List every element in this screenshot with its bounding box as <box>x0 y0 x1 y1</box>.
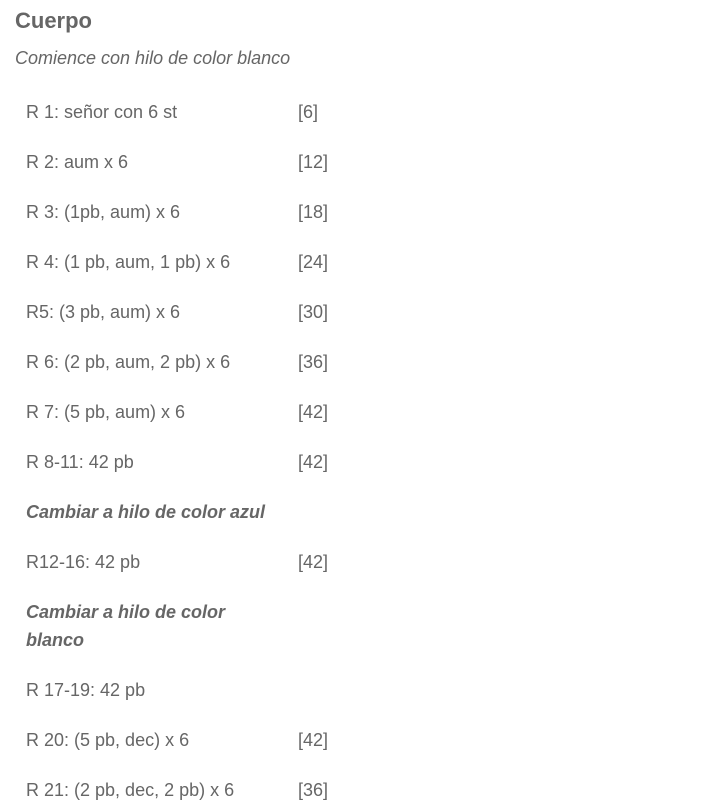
pattern-row <box>16 762 368 812</box>
row-stitch-count: [42] <box>298 402 329 422</box>
pattern-row <box>16 334 368 384</box>
color-change-row <box>16 584 368 662</box>
row-step: R 2: aum x 6 <box>26 152 129 172</box>
row-stitch-count: [42] <box>298 730 329 750</box>
section-subtitle: Comience con hilo de color blanco <box>15 48 291 68</box>
pattern-row <box>16 284 368 334</box>
pattern-row <box>16 84 368 134</box>
row-step: R 17-19: 42 pb <box>26 680 146 700</box>
pattern-row <box>16 384 368 434</box>
row-step: R 1: señor con 6 st <box>26 102 178 122</box>
row-step: R 3: (1pb, aum) x 6 <box>26 202 181 222</box>
row-step: R 4: (1 pb, aum, 1 pb) x 6 <box>26 252 231 272</box>
pattern-table <box>16 84 368 812</box>
section-title: Cuerpo <box>15 8 92 33</box>
row-stitch-count: [42] <box>298 552 329 572</box>
row-stitch-count: [6] <box>298 102 319 122</box>
pattern-row <box>16 434 368 484</box>
color-change-note: Cambiar a hilo de color blanco <box>26 602 226 650</box>
row-stitch-count: [36] <box>298 780 329 800</box>
row-stitch-count <box>288 584 368 662</box>
pattern-row <box>16 234 368 284</box>
row-step: R12-16: 42 pb <box>26 552 141 572</box>
row-stitch-count: [24] <box>298 252 329 272</box>
row-step: R5: (3 pb, aum) x 6 <box>26 302 181 322</box>
row-stitch-count: [30] <box>298 302 329 322</box>
row-stitch-count: [36] <box>298 352 329 372</box>
row-step: R 21: (2 pb, dec, 2 pb) x 6 <box>26 780 235 800</box>
row-step: R 6: (2 pb, aum, 2 pb) x 6 <box>26 352 231 372</box>
pattern-row <box>16 534 368 584</box>
color-change-note: Cambiar a hilo de color azul <box>26 502 266 522</box>
pattern-row <box>16 184 368 234</box>
row-step: R 8-11: 42 pb <box>26 452 134 472</box>
row-stitch-count <box>288 662 368 712</box>
pattern-row <box>16 662 368 712</box>
pattern-row <box>16 712 368 762</box>
pattern-row <box>16 134 368 184</box>
row-step: R 7: (5 pb, aum) x 6 <box>26 402 186 422</box>
row-stitch-count: [42] <box>298 452 329 472</box>
row-step: R 20: (5 pb, dec) x 6 <box>26 730 190 750</box>
row-stitch-count: [12] <box>298 152 329 172</box>
color-change-row <box>16 484 368 534</box>
row-stitch-count: [18] <box>298 202 329 222</box>
